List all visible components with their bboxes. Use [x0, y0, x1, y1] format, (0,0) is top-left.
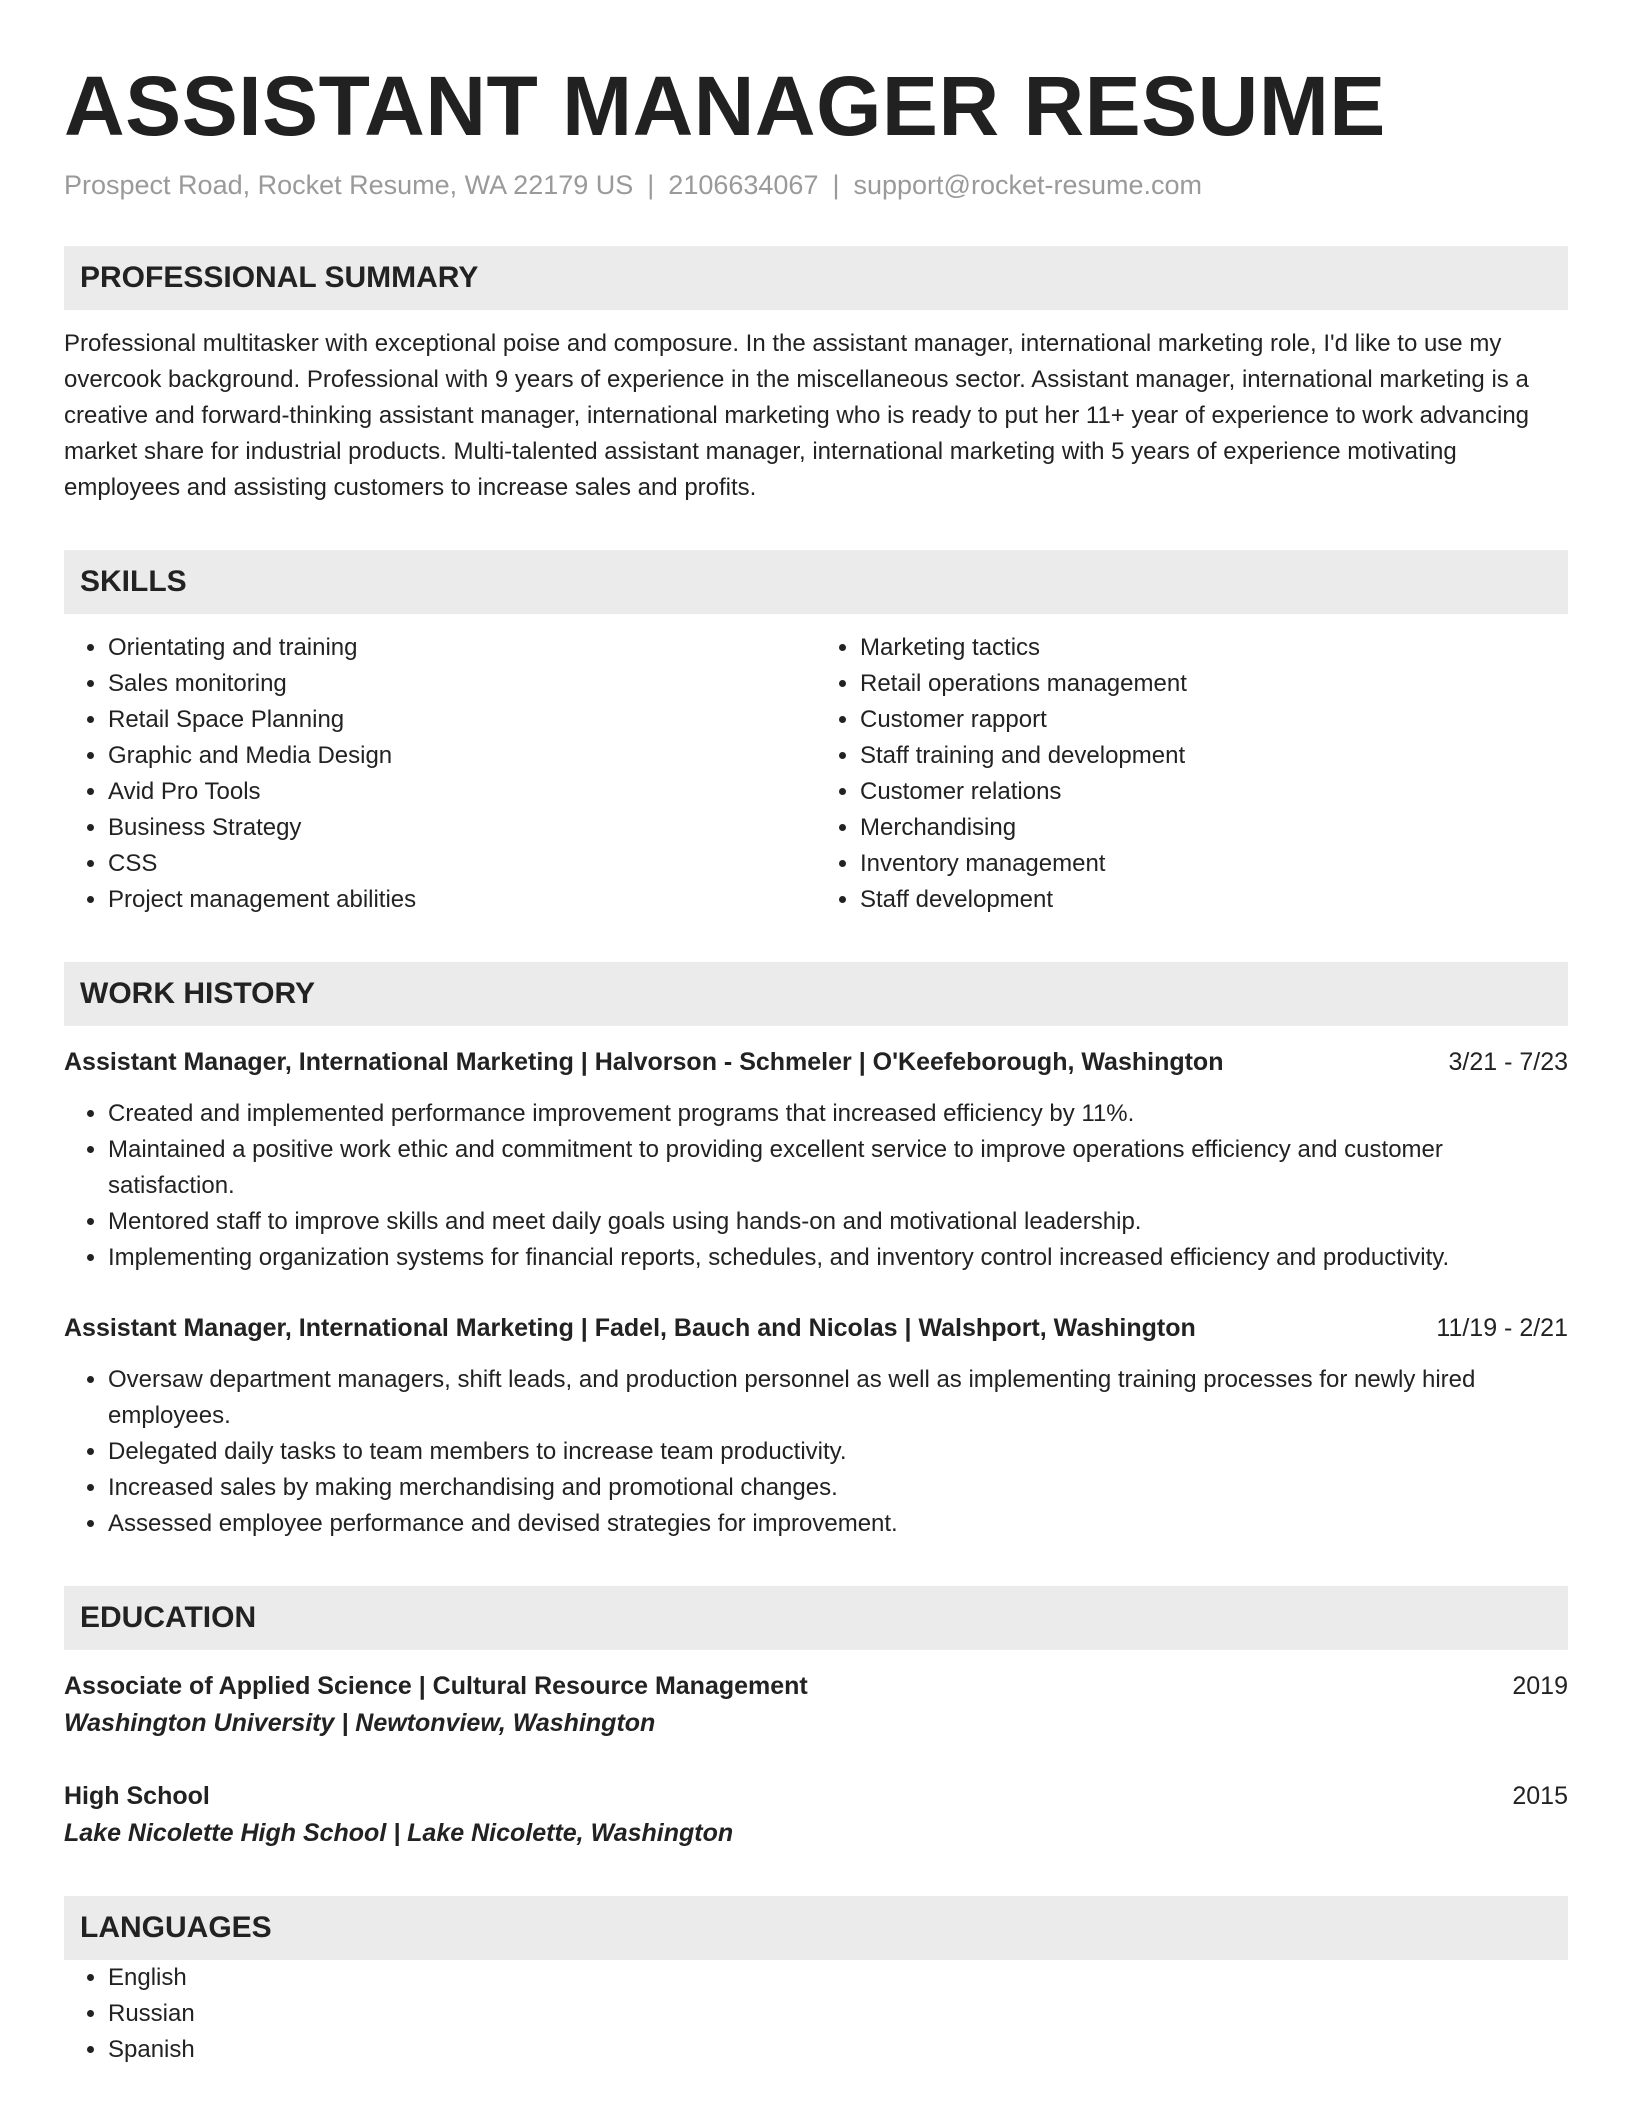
education-entry	[64, 1668, 1568, 1742]
job-bullet: • Delegated daily tasks to team members to increase team productivity.	[108, 1434, 1568, 1470]
section-heading-skills: SKILLS	[64, 550, 1568, 614]
resume-title: ASSISTANT MANAGER RESUME	[64, 59, 1386, 153]
job-title: Assistant Manager, International Marketing | Halvorson - Schmeler | O'Keefeborough, Washington	[64, 1048, 1224, 1076]
skill-item: • Merchandising	[860, 810, 1568, 846]
education-school: Lake Nicolette High School | Lake Nicolette, Washington	[64, 1819, 734, 1847]
job-bullet: • Oversaw department managers, shift leads, and production personnel as well as implementing training processes for newly hired employees.	[108, 1362, 1568, 1434]
contact-address: Prospect Road, Rocket Resume, WA 22179 US	[64, 170, 634, 200]
skill-item: • Staff training and development	[860, 738, 1568, 774]
language-item: • Russian	[108, 1996, 1568, 2032]
skill-item: • CSS	[108, 846, 816, 882]
education-degree: High School	[64, 1782, 210, 1810]
languages-list	[64, 1960, 1568, 2068]
contact-line	[64, 168, 1568, 202]
skill-item: • Marketing tactics	[860, 630, 1568, 666]
skill-item: • Customer rapport	[860, 702, 1568, 738]
education-year: 2015	[1512, 1782, 1568, 1810]
skills-left-list	[64, 630, 816, 918]
education-entry	[64, 1778, 1568, 1852]
job-bullet: • Implementing organization systems for financial reports, schedules, and inventory control increased efficiency and productivity.	[108, 1240, 1568, 1276]
education-header	[64, 1778, 1568, 1814]
skill-item: • Inventory management	[860, 846, 1568, 882]
language-item: • Spanish	[108, 2032, 1568, 2068]
contact-separator: |	[647, 170, 655, 200]
job-title: Assistant Manager, International Marketing | Fadel, Bauch and Nicolas | Walshport, Washington	[64, 1314, 1196, 1342]
job-bullets	[64, 1096, 1568, 1276]
section-heading-languages: LANGUAGES	[64, 1896, 1568, 1960]
skill-item: • Retail operations management	[860, 666, 1568, 702]
job-header	[64, 1044, 1568, 1080]
skill-item: • Sales monitoring	[108, 666, 816, 702]
job-entry	[64, 1310, 1568, 1542]
education-school: Washington University | Newtonview, Washington	[64, 1709, 656, 1737]
job-header	[64, 1310, 1568, 1346]
job-bullet: • Created and implemented performance improvement programs that increased efficiency by 11%.	[108, 1096, 1568, 1132]
contact-separator: |	[832, 170, 840, 200]
contact-email: support@rocket-resume.com	[853, 170, 1203, 200]
skill-item: • Business Strategy	[108, 810, 816, 846]
skills-grid	[64, 630, 1568, 918]
section-heading-work-history: WORK HISTORY	[64, 962, 1568, 1026]
contact-phone: 2106634067	[668, 170, 819, 200]
job-bullet: • Assessed employee performance and devised strategies for improvement.	[108, 1506, 1568, 1542]
skill-item: • Retail Space Planning	[108, 702, 816, 738]
skill-item: • Orientating and training	[108, 630, 816, 666]
skills-right-list	[816, 630, 1568, 918]
language-item: • English	[108, 1960, 1568, 1996]
job-entry	[64, 1044, 1568, 1276]
job-bullet: • Mentored staff to improve skills and meet daily goals using hands-on and motivational leadership.	[108, 1204, 1568, 1240]
skill-item: • Avid Pro Tools	[108, 774, 816, 810]
education-degree: Associate of Applied Science | Cultural Resource Management	[64, 1672, 808, 1700]
job-dates: 3/21 - 7/23	[1448, 1048, 1568, 1076]
skill-item: • Graphic and Media Design	[108, 738, 816, 774]
skill-item: • Staff development	[860, 882, 1568, 918]
job-bullet: • Maintained a positive work ethic and commitment to providing excellent service to improve operations efficiency and customer satisfaction.	[108, 1132, 1568, 1204]
job-bullets	[64, 1362, 1568, 1542]
job-bullet: • Increased sales by making merchandising and promotional changes.	[108, 1470, 1568, 1506]
section-heading-summary: PROFESSIONAL SUMMARY	[64, 246, 1568, 310]
section-heading-education: EDUCATION	[64, 1586, 1568, 1650]
education-header	[64, 1668, 1568, 1704]
skill-item: • Customer relations	[860, 774, 1568, 810]
skill-item: • Project management abilities	[108, 882, 816, 918]
job-dates: 11/19 - 2/21	[1436, 1314, 1568, 1342]
summary-text: Professional multitasker with exceptional poise and composure. In the assistant manager, international marketing role, I'd like to use my overcook background. Professional with 9 years of experience in the miscellaneous sector. Assistant manager, international marketing is a creative and forward-thinking assistant manager, international marketing who is ready to put her 11+ year of experience to work advancing market share for industrial products. Multi-talented assistant manager, international marketing with 5 years of experience motivating employees and assisting customers to increase sales and profits.	[64, 330, 1530, 501]
education-year: 2019	[1512, 1672, 1568, 1700]
